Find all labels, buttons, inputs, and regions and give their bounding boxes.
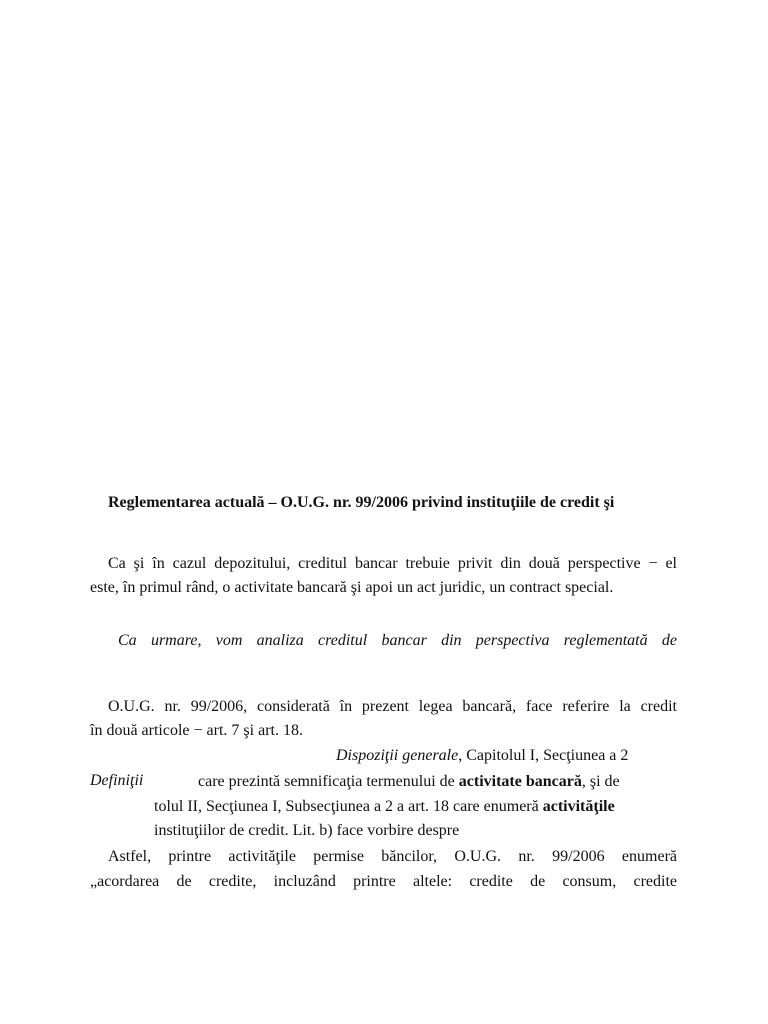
- line-4-text: care prezintă semnificaţia termenului de: [198, 773, 455, 790]
- paragraph-3-line-4: [198, 772, 620, 792]
- paragraph-1-line-1: Ca şi în cazul depozitului, creditul bancar trebuie privit din două perspective − el: [108, 555, 677, 572]
- line-5-text: tolul II, Secţiunea I, Subsecţiunea a 2 a art. 18 care enumeră: [154, 798, 539, 815]
- paragraph-1-line-2: este, în primul rând, o activitate bancară şi apoi un act juridic, un contract special.: [90, 579, 614, 596]
- paragraph-4-line-2: „acordarea de credite, incluzând printre altele: credite de consum, credite: [90, 873, 677, 890]
- paragraph-2-line-1: Ca urmare, vom analiza creditul bancar din perspectiva reglementată de: [118, 632, 677, 649]
- section-heading: Reglementarea actuală – O.U.G. nr. 99/2006 privind instituţiile de credit şi: [108, 494, 615, 511]
- activitate-bancara-text: activitate bancară: [458, 773, 582, 790]
- paragraph-3-line-2: în două articole − art. 7 şi art. 18.: [90, 722, 303, 739]
- line-4-end: , şi de: [581, 773, 620, 790]
- activitatile-text: activităţile: [542, 798, 615, 815]
- paragraph-3-line-1: O.U.G. nr. 99/2006, considerată în prezent legea bancară, face referire la credit: [108, 698, 677, 715]
- paragraph-3-line-3: [336, 746, 628, 766]
- dispozitii-generale-text: Dispoziţii generale: [336, 747, 459, 764]
- capitol-text: , Capitolul I, Secţiunea a 2: [458, 747, 629, 764]
- paragraph-3-line-5: [154, 797, 615, 817]
- definitii-text: Definiţii: [90, 772, 144, 789]
- paragraph-4-line-1: Astfel, printre activităţile permise băncilor, O.U.G. nr. 99/2006 enumeră: [108, 848, 677, 865]
- paragraph-3-line-6: instituţiilor de credit. Lit. b) face vorbire despre: [154, 822, 460, 839]
